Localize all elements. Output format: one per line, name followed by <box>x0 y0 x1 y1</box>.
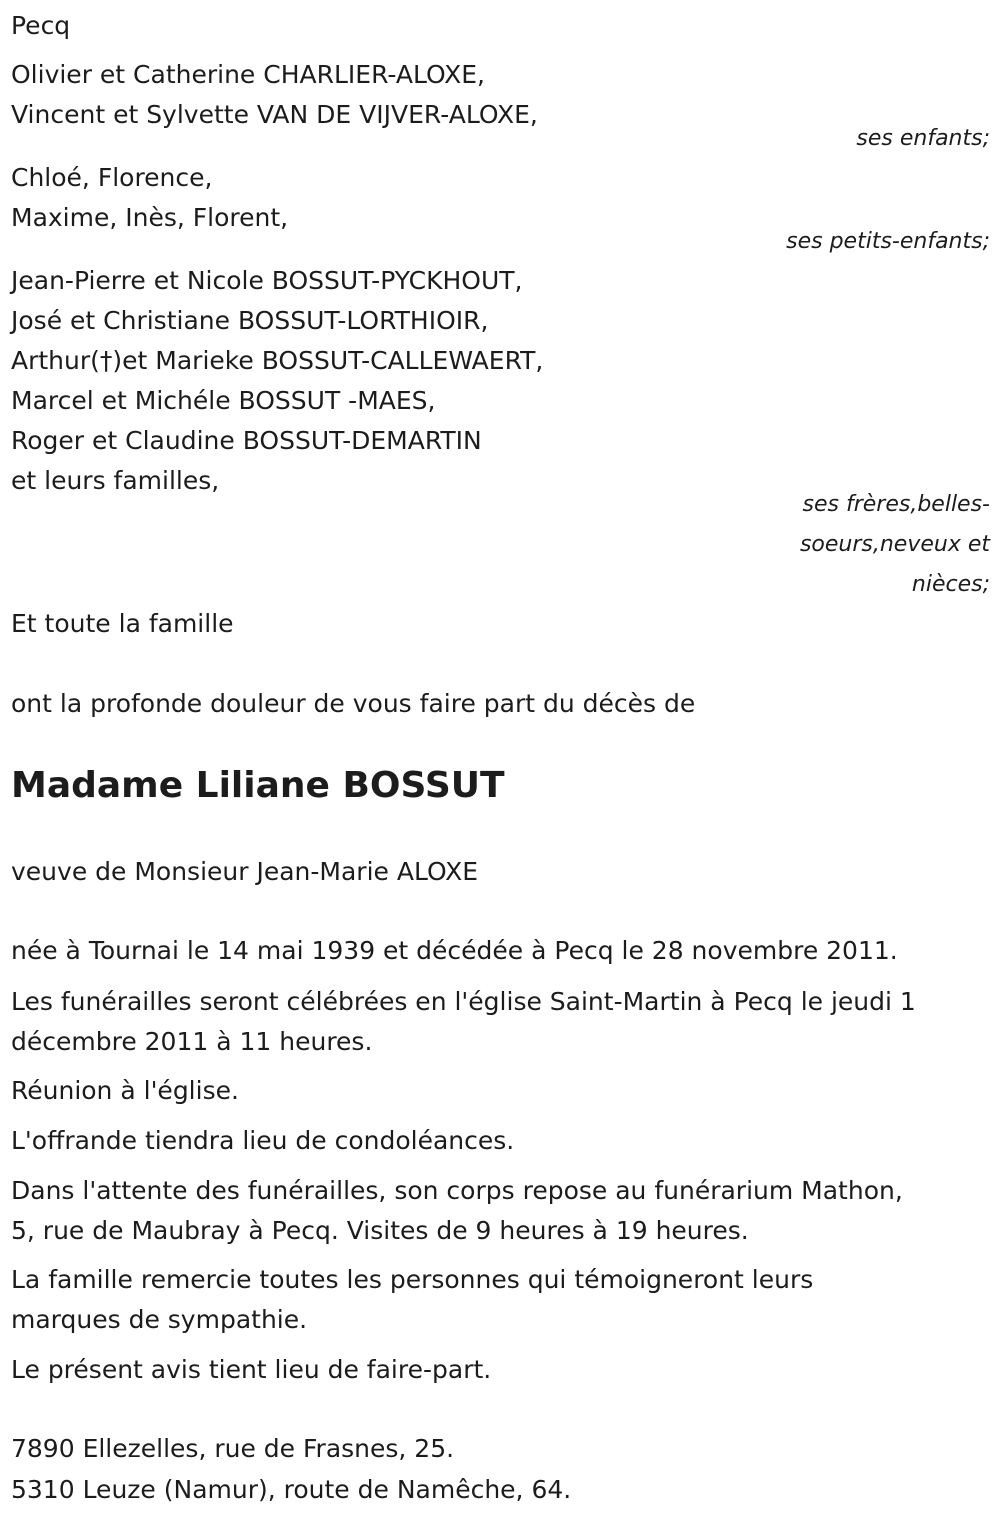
children-line-2: Vincent et Sylvette VAN DE VIJVER-ALOXE, <box>11 100 538 129</box>
grandchildren-line-1: Chloé, Florence, <box>11 163 213 192</box>
spouse-line: veuve de Monsieur Jean-Marie ALOXE <box>11 857 478 886</box>
sibling-line-4: Marcel et Michéle BOSSUT -MAES, <box>11 386 436 415</box>
birth-death-line: née à Tournai le 14 mai 1939 et décédée à Pecq le 28 novembre 2011. <box>11 936 898 965</box>
sibling-line-2: José et Christiane BOSSUT-LORTHIOIR, <box>11 306 489 335</box>
meeting-line: Réunion à l'église. <box>11 1076 239 1105</box>
siblings-role-line-1: ses frères,belles- <box>802 492 990 517</box>
funerarium-line-2: 5, rue de Maubray à Pecq. Visites de 9 heures à 19 heures. <box>11 1216 749 1245</box>
address-line-2: 5310 Leuze (Namur), route de Namêche, 64. <box>11 1475 572 1504</box>
children-role: ses enfants; <box>856 126 990 151</box>
children-line-1: Olivier et Catherine CHARLIER-ALOXE, <box>11 60 485 89</box>
notice-line: Le présent avis tient lieu de faire-part. <box>11 1355 492 1384</box>
funerarium-line-1: Dans l'attente des funérailles, son corps repose au funérarium Mathon, <box>11 1176 903 1205</box>
funeral-line-1: Les funérailles seront célébrées en l'église Saint-Martin à Pecq le jeudi 1 <box>11 987 916 1016</box>
grandchildren-line-2: Maxime, Inès, Florent, <box>11 203 289 232</box>
funeral-line-2: décembre 2011 à 11 heures. <box>11 1027 373 1056</box>
family-line: Et toute la famille <box>11 609 234 638</box>
sibling-line-5: Roger et Claudine BOSSUT-DEMARTIN <box>11 426 482 455</box>
thanks-line-2: marques de sympathie. <box>11 1305 308 1334</box>
deceased-name: Madame Liliane BOSSUT <box>11 765 505 806</box>
announcement-line: ont la profonde douleur de vous faire part du décès de <box>11 689 696 718</box>
grandchildren-role: ses petits-enfants; <box>786 229 990 254</box>
sibling-line-6: et leurs familles, <box>11 466 220 495</box>
thanks-line-1: La famille remercie toutes les personnes qui témoigneront leurs <box>11 1265 814 1294</box>
sibling-line-1: Jean-Pierre et Nicole BOSSUT-PYCKHOUT, <box>11 266 523 295</box>
siblings-role-line-3: nièces; <box>911 572 990 597</box>
sibling-line-3: Arthur(†)et Marieke BOSSUT-CALLEWAERT, <box>11 346 544 375</box>
siblings-role-line-2: soeurs,neveux et <box>799 532 990 557</box>
offering-line: L'offrande tiendra lieu de condoléances. <box>11 1126 515 1155</box>
place-heading: Pecq <box>11 11 71 40</box>
address-line-1: 7890 Ellezelles, rue de Frasnes, 25. <box>11 1434 455 1463</box>
